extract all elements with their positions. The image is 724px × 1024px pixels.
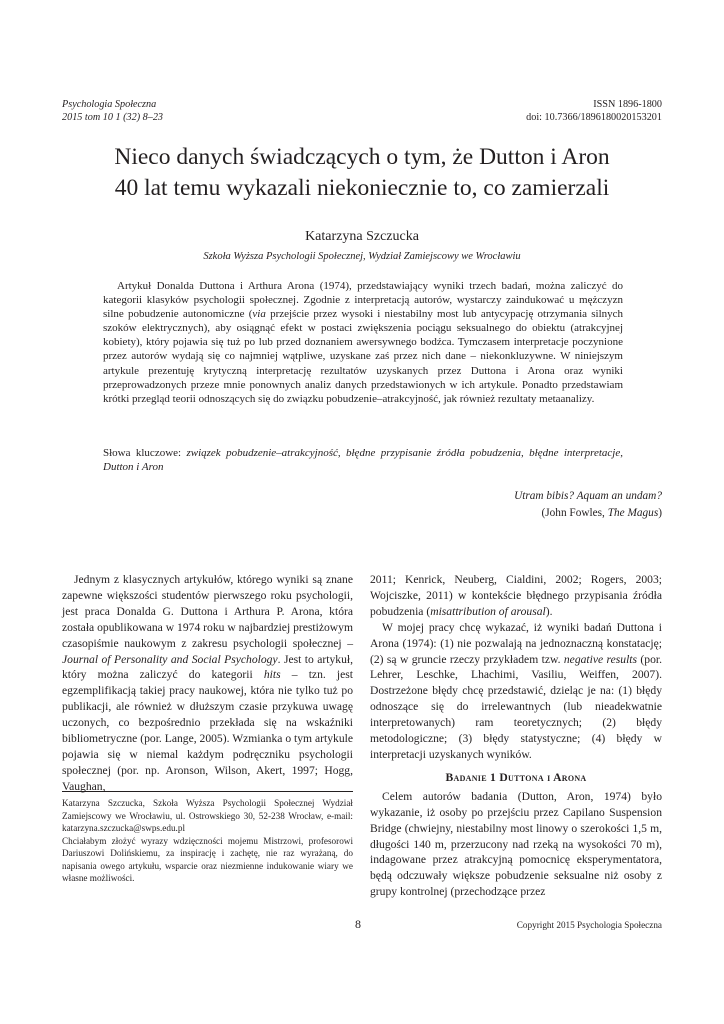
epigraph-source-pre: (John Fowles, — [541, 507, 608, 519]
footnote — [62, 797, 353, 885]
title-line-2: 40 lat temu wykazali niekoniecznie to, co zamierzali — [114, 175, 610, 201]
journal-name: Psychologia Społeczna — [62, 99, 157, 110]
body-misattribution: misattribution of arousal — [430, 604, 546, 618]
body-left-text-c: – tzn. jest egzemplifikacją takiej pracy naukowej, która nie tylko tuż po publikacji, ale również w dłuższym czasie przykuwa uwagę uczonych, co bezpośrednio przekłada się na wskaźniki bibliometryczne (por. Lange, 2005). Wzmianka o tym artykule pojawia się w niemal każdym podręczniku psychologii społecznej (por. np. Aronson, Wilson, Akert, 1997; Hogg, Vaughan, — [62, 668, 354, 793]
epigraph — [514, 488, 662, 522]
issn: ISSN 1896-1800 — [593, 99, 662, 110]
keywords — [103, 446, 623, 474]
epigraph-quote: Utram bibis? Aquam an undam? — [514, 490, 662, 502]
journal-volume: 2015 tom 10 1 (32) 8–23 — [62, 112, 164, 123]
body-right-text-a: 2011; Kenrick, Neuberg, Cialdini, 2002; Rogers, 2003; Wojciszke, 2011) w kontekście błędnego przypisania źródła pobudzenia ( — [370, 573, 662, 618]
body-negative-results: negative results — [563, 652, 638, 666]
keywords-separator: , — [620, 447, 623, 459]
keywords-terms: związek pobudzenie–atrakcyjność, błędne przypisanie źródła pobudzenia, błędne interpretacje — [186, 447, 621, 459]
abstract-italic-via: via — [252, 308, 266, 321]
body-left-text-a: Jednym z klasycznych artykułów, którego wyniki są znane zapewne większości studentów pierwszego roku psychologii, jest praca Donalda G. Duttona i Arthura P. Arona, która została opublikowana w 1974 roku w najbardziej prestiżowym czasopiśmie naukowym z zakresu psychologii społecznej – — [62, 573, 353, 650]
issn-doi-header — [526, 98, 662, 124]
epigraph-source — [514, 505, 662, 522]
body-left-text-b: . Jest to artykuł, który można zaliczyć do kategorii — [62, 652, 353, 682]
abstract — [103, 279, 623, 406]
author-affiliation: Szkoła Wyższa Psychologii Społecznej, Wydział Zamiejscowy we Wrocławiu — [203, 251, 521, 262]
abstract-text-1: Artykuł Donalda Duttona i Arthura Arona (1974), przedstawiający wyniki trzech badań, można zaliczyć do kategorii klasyków psychologii społecznej. Zgodnie z interpretacją autorów, wystarczy zaindukować u mężczyzn silne pobudzenie autonomiczne ( — [103, 280, 623, 321]
body-journal-title: Journal of Personality and Social Psychology — [62, 652, 278, 666]
body-paragraph-2 — [370, 620, 662, 763]
body-paragraph-1 — [62, 572, 353, 795]
paper-title — [40, 142, 684, 204]
section-heading: Badanie 1 Duttona i Arona — [445, 770, 587, 784]
footnote-divider — [62, 791, 353, 792]
body-right-p2-b: (por. Lehrer, Leschke, Lhachimi, Vasiliu, Weiffen, 2007). Dostrzeżone błędy chcę przedstawić, dzieląc je na: (1) błędy odnoszące się do irrelewantnych (lub nieadekwatnie interpretowanych) ram teoretycznych; (2) błędy metodologiczne; (3) błędy statystyczne; (4) błędy w interpretacji uzyskanych wyników. — [370, 652, 662, 761]
page-number: 8 — [355, 917, 361, 931]
copyright: Copyright 2015 Psychologia Społeczna — [516, 920, 662, 930]
body-paragraph-1-cont — [370, 572, 662, 620]
keywords-label: Słowa kluczowe: — [103, 447, 187, 459]
footnote-address: Katarzyna Szczucka, Szkoła Wyższa Psychologii Społecznej Wydział Zamiejscowy we Wrocławiu, ul. Ostrowskiego 30, 52-238 Wrocław, e-mail: katarzyna.szczucka@swps.edu.pl — [62, 798, 353, 833]
title-line-1: Nieco danych świadczących o tym, że Dutton i Aron — [114, 144, 610, 170]
footnote-acknowledgement: Chciałabym złożyć wyrazy wdzięczności mojemu Mistrzowi, profesorowi Dariuszowi Dolińskiemu, za inspirację i zachętę, nie raz wyrażaną, do napisania owego artykułu, wsparcie oraz niezmienne indukowanie wiary we własne możliwości. — [62, 835, 353, 883]
author-name: Katarzyna Szczucka — [305, 229, 419, 244]
journal-header — [62, 98, 163, 124]
body-right-text-b: ). — [545, 604, 553, 618]
body-hits: hits — [263, 668, 281, 682]
body-column-right — [370, 572, 662, 900]
epigraph-source-title: The Magus — [607, 507, 659, 519]
body-column-left — [62, 572, 353, 795]
doi: doi: 10.7366/1896180020153201 — [526, 112, 662, 123]
body-paragraph-3: Celem autorów badania (Dutton, Aron, 1974) było wykazanie, iż osoby po przejściu przez Capilano Suspension Bridge (chwiejny, niestabilny most linowy o szerokości 1,5 m, długości 140 m, przerzucony nad rzeką na wysokości 70 m), indagowane przez atrakcyjną pomocnicę eksperymentatora, będą odczuwały większe pobudzenie seksualne niż osoby z grupy kontrolnej (przechodzące przez — [370, 789, 662, 899]
abstract-text-2: przejście przez wysoki i niestabilny most lub antycypację otrzymania silnych szoków elektrycznych), aby osiągnąć efekt w postaci zwiększenia pociągu seksualnego do obiektu (atrakcyjnej kobiety), który pojawia się tuż po lub przed doznaniem awersywnego bodźca. Tymczasem interpretacje poczynione przez autorów wydają się co najmniej wątpliwe, uzyskane zaś przez nich dane – niekonkluzywne. W niniejszym artykule prezentuję krytyczną interpretację rezultatów uzyskanych przez Duttona i Arona oraz wyniki przeprowadzonych przeze mnie ponownych analiz danych przedstawionych w ich artykule. Ponadto przedstawiam krótki przegląd teorii odnoszących się do związku pobudzenie–atrakcyjność, jak również rezultaty metaanalizy. — [103, 308, 624, 405]
epigraph-source-post: ) — [658, 507, 662, 519]
keywords-last: Dutton i Aron — [103, 461, 164, 474]
body-right-p2-a: W mojej pracy chcę wykazać, iż wyniki badań Duttona i Arona (1974): (1) nie pozwalają na jednoznaczną konstatację; (2) są w gruncie rzeczy przykładem tzw. — [370, 620, 662, 666]
